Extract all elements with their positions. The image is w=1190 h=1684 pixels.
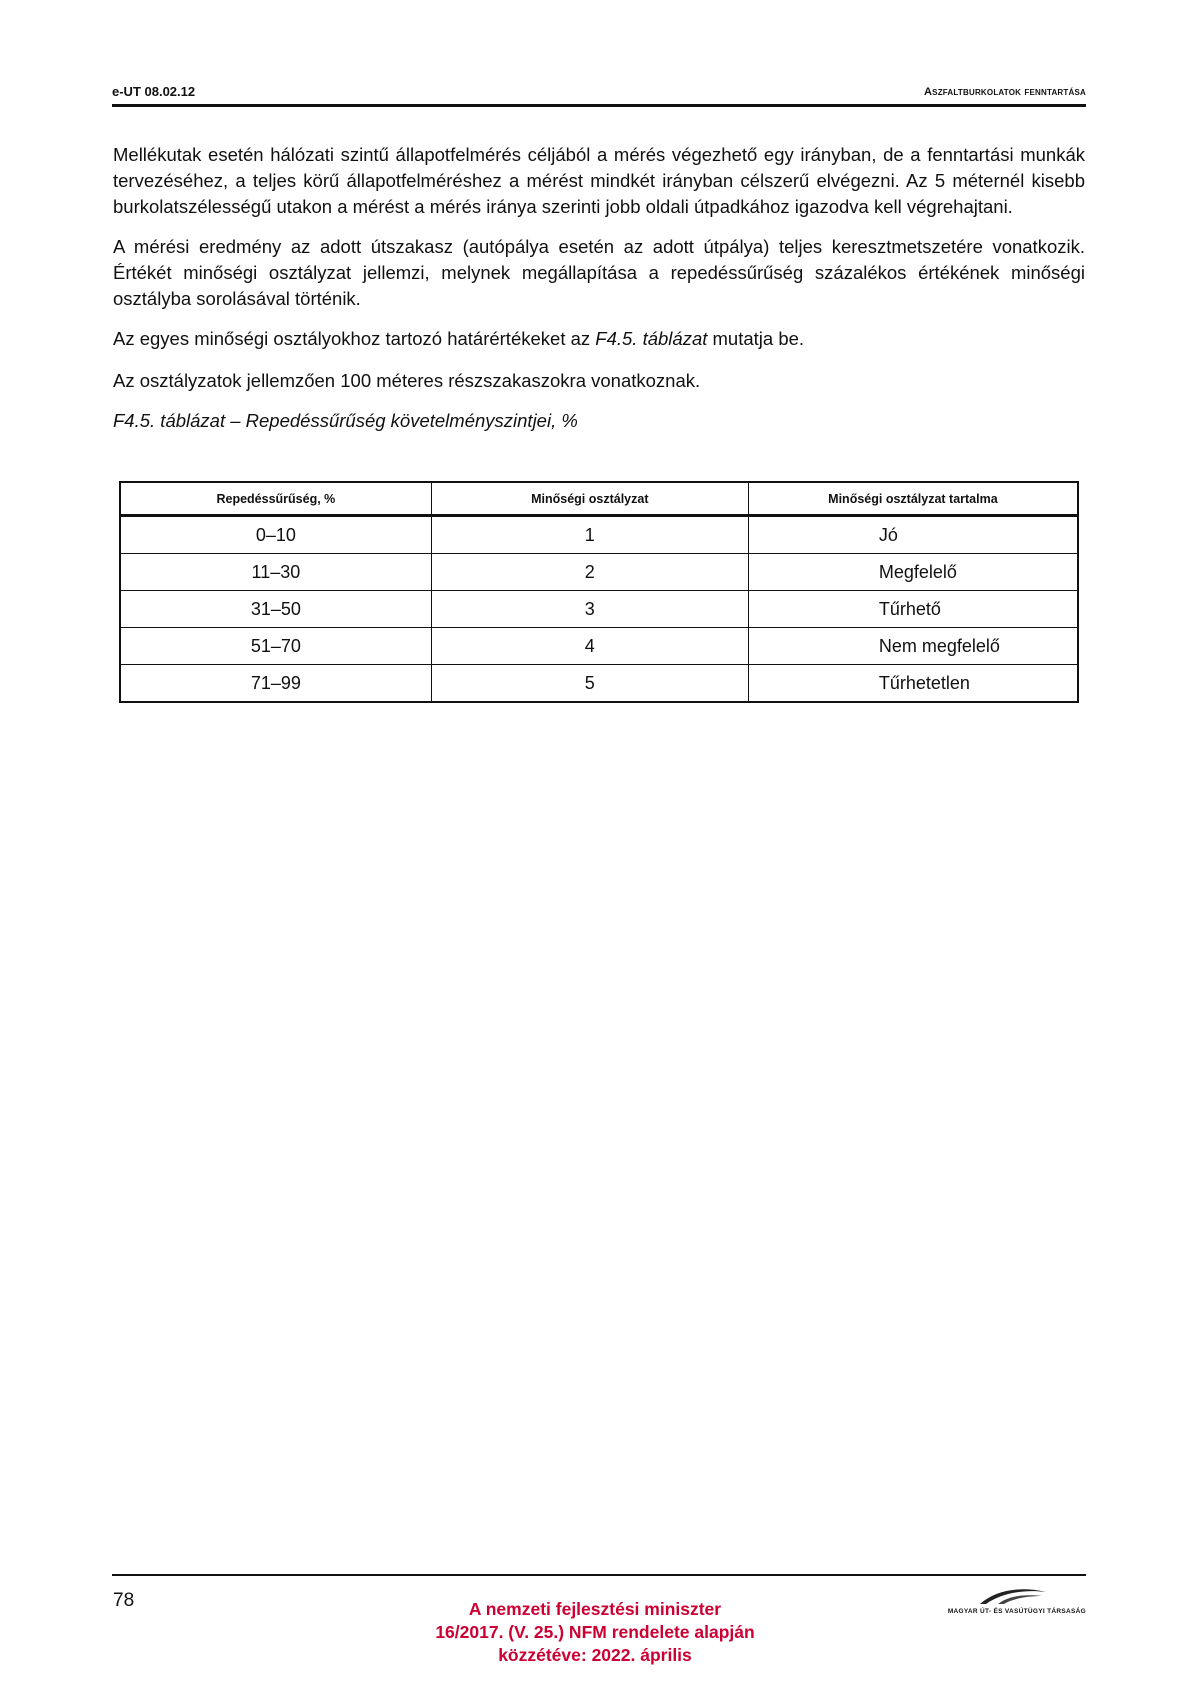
cell-content: Nem megfelelő xyxy=(748,628,1078,665)
cell-content: Megfelelő xyxy=(748,554,1078,591)
cell-grade: 2 xyxy=(431,554,748,591)
table-row xyxy=(120,591,1078,628)
page-header xyxy=(112,84,1086,107)
cell-content: Tűrhető xyxy=(748,591,1078,628)
cell-grade: 1 xyxy=(431,516,748,554)
header-quality-grade: Minőségi osztályzat xyxy=(431,482,748,516)
publication-line-1: A nemzeti fejlesztési miniszter xyxy=(468,1599,722,1619)
paragraph-3-text-b: mutatja be. xyxy=(707,328,805,349)
cell-range: 51–70 xyxy=(120,628,431,665)
publication-line-2: 16/2017. (V. 25.) NFM rendelete alapján xyxy=(435,1622,755,1642)
table-caption: F4.5. táblázat – Repedéssűrűség követelményszintjei, % xyxy=(113,410,578,431)
table-reference: F4.5. táblázat xyxy=(595,328,708,349)
publication-line-3: közzétéve: 2022. április xyxy=(498,1645,692,1665)
cell-grade: 3 xyxy=(431,591,748,628)
cell-range: 11–30 xyxy=(120,554,431,591)
paragraph-4: Az osztályzatok jellemzően 100 méteres részszakaszokra vonatkoznak. xyxy=(113,370,701,391)
paragraph-3-text-a: Az egyes minőségi osztályokhoz tartozó határértékeket az xyxy=(113,328,596,349)
cell-content: Tűrhetetlen xyxy=(748,665,1078,703)
page-number: 78 xyxy=(113,1590,135,1611)
paragraph-3 xyxy=(113,326,1085,352)
main-content xyxy=(113,142,1085,440)
table-row xyxy=(120,665,1078,703)
table-header-row xyxy=(120,482,1078,516)
footer-divider xyxy=(112,1574,1086,1576)
document-title: Aszfaltburkolatok fenntartása xyxy=(924,86,1086,98)
logo-text: MAGYAR ÚT- ÉS VASÚTÜGYI TÁRSASÁG xyxy=(947,1608,1086,1615)
cell-content: Jó xyxy=(748,516,1078,554)
road-swoosh-icon xyxy=(978,1586,1048,1606)
cell-grade: 5 xyxy=(431,665,748,703)
cell-range: 0–10 xyxy=(120,516,431,554)
crack-density-table xyxy=(119,481,1079,703)
cell-grade: 4 xyxy=(431,628,748,665)
cell-range: 71–99 xyxy=(120,665,431,703)
document-code: e-UT 08.02.12 xyxy=(112,84,196,99)
cell-range: 31–50 xyxy=(120,591,431,628)
society-logo xyxy=(936,1586,1086,1620)
paragraph-2: A mérési eredmény az adott útszakasz (autópálya esetén az adott útpálya) teljes keresztmetszetére vonatkozik. Értékét minőségi osztályzat jellemzi, melynek megállapítása a repedéssűrűség százalékos értékének minőségi osztályba sorolásával történik. xyxy=(113,236,1085,309)
paragraph-1: Mellékutak esetén hálózati szintű állapotfelmérés céljából a mérés végezhető egy irányban, de a fenntartási munkák tervezéséhez, a teljes körű állapotfelméréshez a mérést mindkét irányban célszerű elvégezni. Az 5 méternél kisebb burkolatszélességű utakon a mérést a mérés iránya szerinti jobb oldali útpadkához igazodva kell végrehajtani. xyxy=(113,144,1085,217)
header-crack-density: Repedéssűrűség, % xyxy=(120,482,431,516)
header-quality-content: Minőségi osztályzat tartalma xyxy=(748,482,1078,516)
table-row xyxy=(120,554,1078,591)
table-row xyxy=(120,516,1078,554)
table-row xyxy=(120,628,1078,665)
